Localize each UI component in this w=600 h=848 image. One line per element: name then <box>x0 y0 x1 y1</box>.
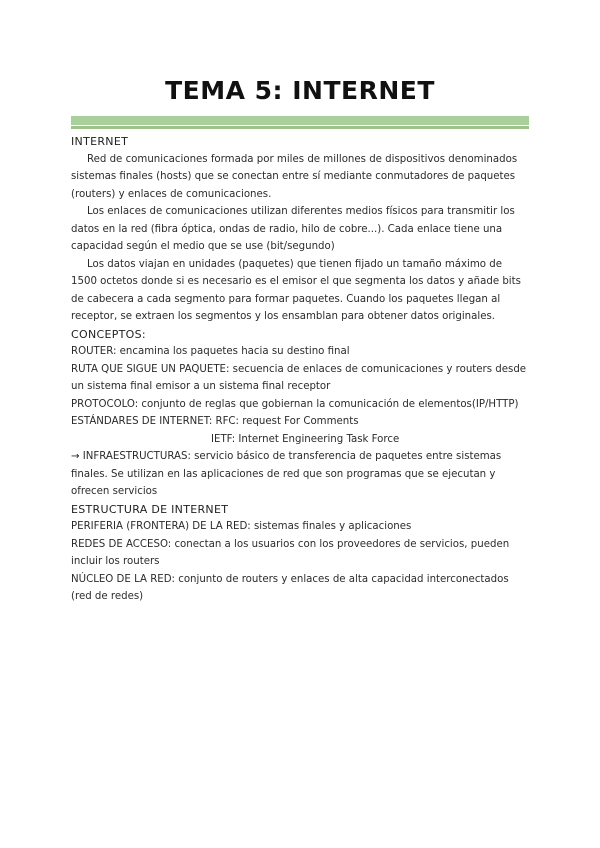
section-heading-conceptos: CONCEPTOS: <box>71 327 146 341</box>
concept-ruta: RUTA QUE SIGUE UN PAQUETE: secuencia de enlaces de comunicaciones y routers desde un sistema final emisor a un sistema final receptor <box>71 363 527 392</box>
structure-periferia: PERIFERIA (FRONTERA) DE LA RED: sistemas finales y aplicaciones <box>71 521 412 532</box>
concept-router: ROUTER: encamina los paquetes hacia su destino final <box>71 346 350 357</box>
concept-estandares: ESTÁNDARES DE INTERNET: RFC: request For Comments <box>71 416 359 427</box>
structure-redes-acceso: REDES DE ACCESO: conectan a los usuarios con los proveedores de servicios, pueden incluir los routers <box>71 538 510 567</box>
concept-protocolo: PROTOCOLO: conjunto de reglas que gobiernan la comunicación de elementos(IP/HTTP) <box>71 398 519 410</box>
paragraph-packets: Los datos viajan en unidades (paquetes) que tienen fijado un tamaño máximo de 1500 octetos donde si es necesario es el emisor el que segmenta los datos y añade bits de cabecera a cada segmento para formar paquetes. Cuando los paquetes llegan al receptor, se extraen los segmentos y los ensamblan para obtener datos originales. <box>71 258 521 322</box>
page-title: TEMA 5: INTERNET <box>165 76 435 105</box>
section-heading-estructura: ESTRUCTURA DE INTERNET <box>71 502 229 516</box>
paragraph-links: Los enlaces de comunicaciones utilizan diferentes medios físicos para transmitir los datos en la red (fibra óptica, ondas de radio, hilo de cobre...). Cada enlace tiene una capacidad según el medio que se use (bit/segundo) <box>71 206 515 252</box>
document-body <box>71 133 529 606</box>
paragraph-definition: Red de comunicaciones formada por miles de millones de dispositivos denominados sistemas finales (hosts) que se conectan entre sí mediante conmutadores de paquetes (routers) y enlaces de comunicaciones. <box>71 153 518 200</box>
concept-ietf: IETF: Internet Engineering Task Force <box>211 433 400 445</box>
section-heading-internet: INTERNET <box>71 135 129 148</box>
structure-nucleo: NÚCLEO DE LA RED: conjunto de routers y enlaces de alta capacidad interconectados (red de redes) <box>71 573 509 602</box>
title-divider <box>71 116 529 130</box>
concept-infraestructuras: → INFRAESTRUCTURAS: servicio básico de transferencia de paquetes entre sistemas finales. Se utilizan en las aplicaciones de red que son programas que se ejecutan y ofrecen servicios <box>71 451 502 497</box>
